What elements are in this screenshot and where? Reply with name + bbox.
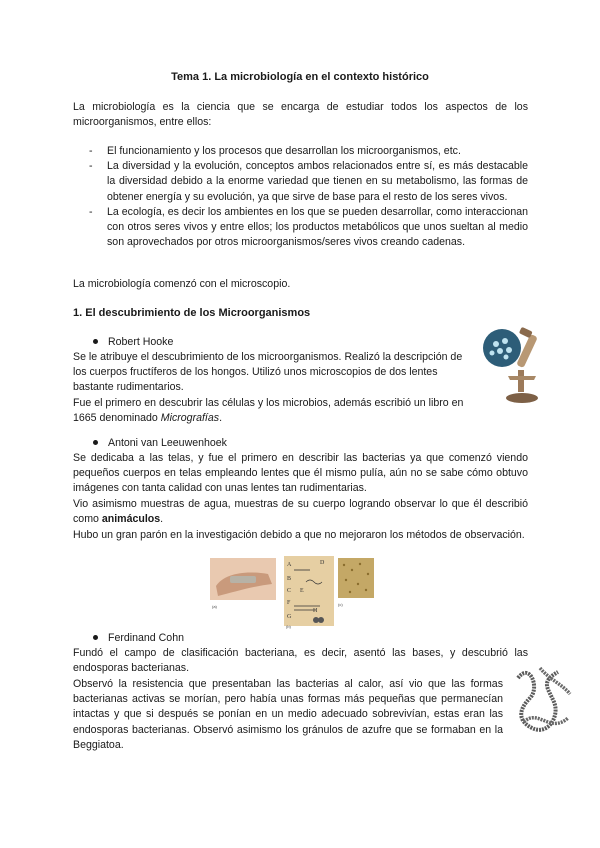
- hooke-microscope-image: [478, 326, 548, 408]
- bullet-dot: [93, 440, 98, 445]
- svg-text:H: H: [313, 608, 318, 614]
- svg-text:D: D: [320, 560, 325, 566]
- hooke-text-1: Se le atribuye el descubrimiento de los microorganismos. Realizó la descripción de los cuerpos fructíferos de los hongos. Utilizó unos microscopios de dos lentes bastante rudimentarios.: [73, 351, 463, 394]
- leeuwenhoek-text-2: Vio asimismo muestras de agua, muestras de su cuerpo logrando observar lo que él describió como animáculos.: [73, 498, 528, 526]
- leeuwenhoek-text-3: Hubo un gran parón en la investigación debido a que no mejoraron los métodos de observación.: [73, 529, 525, 541]
- microscope-note: La microbiología comenzó con el microscopio.: [73, 278, 291, 290]
- list-item: - El funcionamiento y los procesos que desarrollan los microorganismos, etc.: [89, 145, 461, 157]
- aspects-list: [73, 144, 528, 250]
- list-item: - La diversidad y la evolución, conceptos ambos relacionados entre sí, es más destacable la diversidad debido a la enorme variedad que tienen en su metabolismo, las formas de obtener energía y su evolución, ya que sirve de base para el resto de los seres vivos.: [89, 160, 528, 203]
- leeuwenhoek-text-1: Se dedicaba a las telas, y fue el primero en describir las bacterias ya que comenzó viendo pequeños cuerpos en telas empleando lentes que él mismo pulía, aún no se sabe cómo obtuvo imágenes con tanta calidad con unas lentes tan rudimentarias.: [73, 452, 528, 495]
- section-heading: 1. El descubrimiento de los Microorganismos: [73, 307, 311, 319]
- magnified-cells-circle: [483, 329, 521, 367]
- fig-label-b: (b): [286, 624, 291, 629]
- cohn-name: Ferdinand Cohn: [93, 631, 184, 646]
- hooke-text-2: Fue el primero en descubrir las células y los microbios, además escribió un libro en 1665 denominado Micrografías.: [73, 397, 464, 425]
- bullet-dot: [93, 339, 98, 344]
- svg-text:F: F: [287, 600, 291, 606]
- leeuwenhoek-figures-image: [210, 556, 376, 630]
- svg-text:E: E: [300, 588, 304, 594]
- microscope-base: [506, 393, 538, 403]
- svg-text:B: B: [287, 576, 292, 582]
- page-title: Tema 1. La microbiología en el contexto histórico: [171, 71, 429, 83]
- bullet-dot: [93, 635, 98, 640]
- fig-label-a: (a): [212, 604, 217, 609]
- leeuwenhoek-name: Antoni van Leeuwenhoek: [93, 436, 227, 451]
- beggiatoa-image: [510, 658, 578, 742]
- hooke-name: Robert Hooke: [93, 335, 173, 350]
- bacteria-drawings: [284, 556, 334, 626]
- svg-text:G: G: [287, 614, 292, 620]
- list-item: - La ecología, es decir los ambientes en los que se pueden desarrollar, como interaccionan con otros seres vivos y entre ellos; los productos metabólicos que unos sueltan al medio son aprovechados por otros microorganismos/seres vivos creando cadenas.: [89, 205, 528, 249]
- fig-label-c: (c): [338, 602, 343, 607]
- cohn-text-1: Fundó el campo de clasificación bacteriana, es decir, asentó las bases, y descubrió las endosporas bacterianas.: [73, 647, 528, 675]
- cohn-text-2: Observó la resistencia que presentaban las bacterias al calor, así vio que las formas bacterianas activas se morían, pero había unas formas más pequeñas que permanecían intactas y que si después se ponían en un medio adecuado sobrevivían, estas eran las endosporas bacterianas. Observó asimismo los gránulos de azufre que se formaban en la Beggiatoa.: [73, 678, 503, 751]
- intro-paragraph: La microbiología es la ciencia que se encarga de estudiar todos los aspectos de los microorganismos, entre ellos:: [73, 101, 528, 129]
- svg-text:C: C: [287, 588, 292, 594]
- svg-text:A: A: [287, 562, 292, 568]
